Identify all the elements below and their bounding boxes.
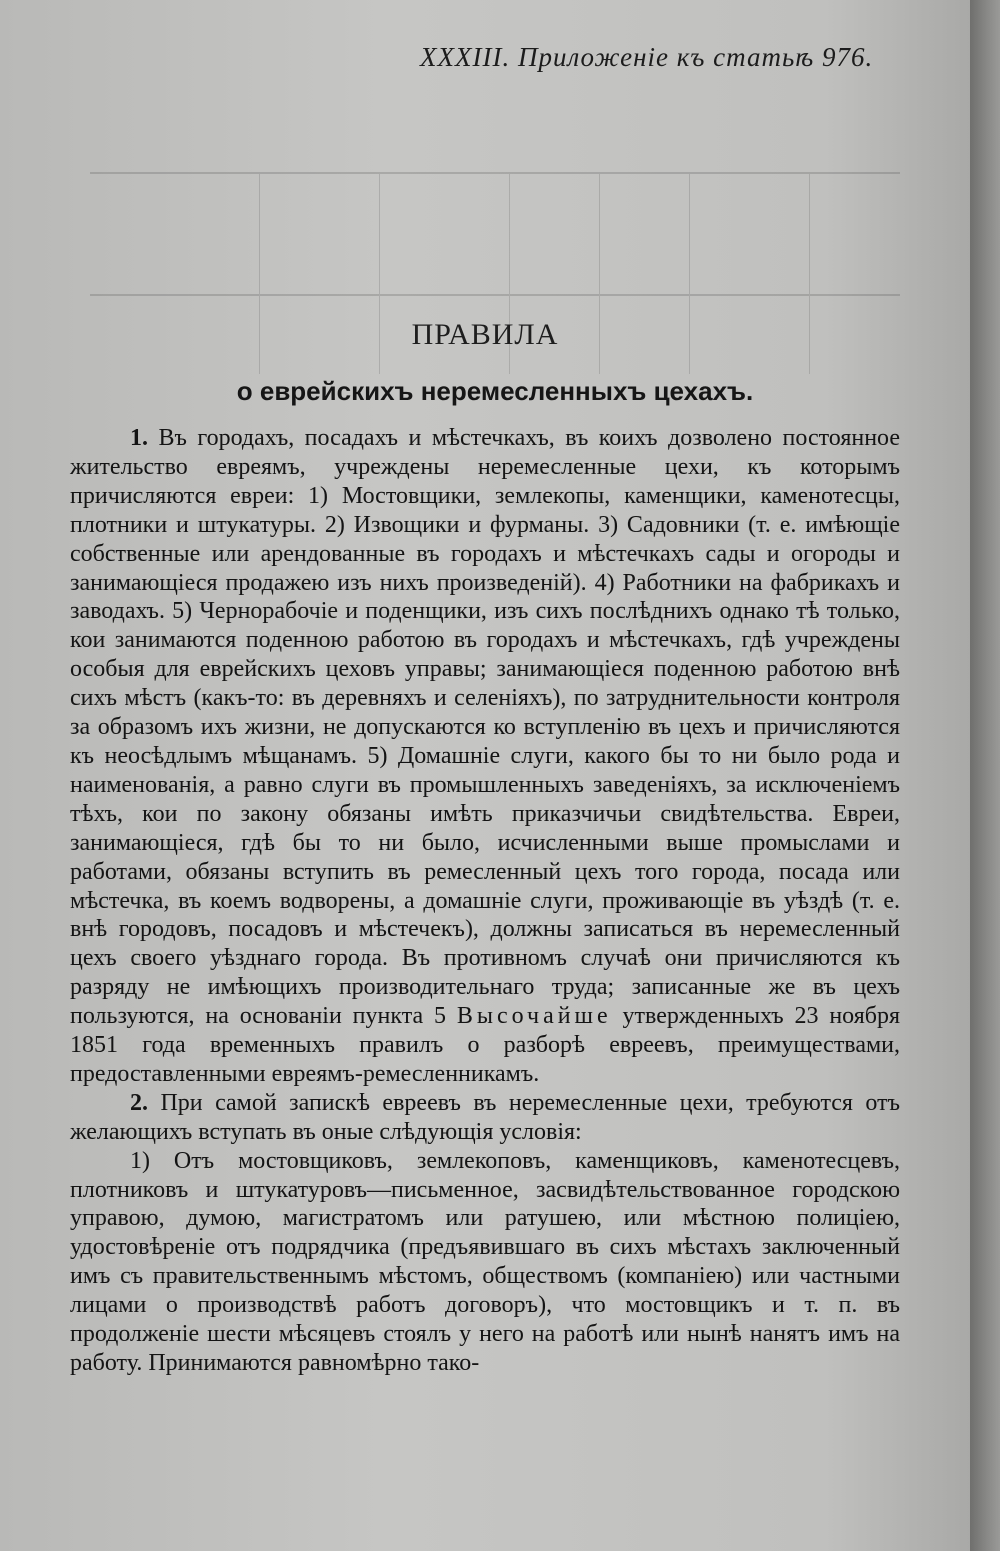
paragraph-text: Въ городахъ, посадахъ и мѣстечкахъ, въ коихъ дозволено постоянное жительство евреямъ, учреждены неремесленные цехи, къ которымъ причисляются евреи: 1) Мостовщики, землекопы, каменщики, каменотесцы, плотники и штукатуры. 2) Извощики и фурманы. 3) Садовники (т. е. имѣющіе собственные или арендованные въ городахъ и мѣстечкахъ сады и огороды и занимающіеся продажею изъ нихъ произведеній). 4) Работники на фабрикахъ и заводахъ. 5) Чернорабочіе и поденщики, изъ сихъ послѣднихъ однако тѣ только, кои занимаются поденною работою въ городахъ и мѣстечкахъ, гдѣ учреждены особыя для еврейскихъ цеховъ управы; занимающіеся поденною работою внѣ сихъ мѣстъ (какъ-то: въ деревняхъ и селеніяхъ), по затруднительности контроля за образомъ ихъ жизни, не допускаются ко вступленію въ цехъ и причисляются къ неосѣдлымъ мѣщанамъ. 5) Домашніе слуги, какого бы то ни было рода и наименованія, а равно слуги въ промышленныхъ заведеніяхъ, за исключеніемъ тѣхъ, кои по закону обязаны имѣть приказчичьи свидѣтельства. Евреи, занимающіеся, гдѣ бы то ни было, исчисленными выше промыслами и работами, обязаны вступить въ ремесленный цехъ того города, посада или мѣстечка, въ коемъ водворены, а домашніе слуги, проживающіе въ уѣздѣ (т. е. внѣ городовъ, посадовъ и мѣстечекъ), должны записаться въ неремесленный цехъ своего уѣзднаго города. Въ противномъ случаѣ они причисляются къ разряду не имѣющихъ производительнаго труда; записанные же въ цехъ пользуются, на основаніи пункта 5 xyxy=(70,425,900,1030)
page-edge-shadow xyxy=(970,0,1000,1551)
bleed-through-line xyxy=(90,114,890,134)
document-subtitle: о еврейскихъ неремесленныхъ цехахъ. xyxy=(236,376,754,406)
bleed-through-grid xyxy=(90,172,900,296)
paragraph-number: 1. xyxy=(130,425,148,451)
emphasis-text: Высочайше xyxy=(456,1003,612,1030)
paragraph-text: При самой запискѣ евреевъ въ неремесленные цехи, требуются отъ желающихъ вступать въ оные слѣдующія условія: xyxy=(70,1089,900,1145)
paragraph-text: 1) Отъ мостовщиковъ, землекоповъ, каменщиковъ, каменотесцевъ, плотниковъ и штукатуровъ—письменное, засвидѣтельствованное городскою управою, думою, магистратомъ или ратушею, или мѣстною полиціею, удостовѣреніе отъ подрядчика (предъявившаго въ сихъ мѣстахъ заключенный имъ съ правительственнымъ мѣстомъ, обществомъ (компаніею) или частными лицами о производствѣ работъ договоръ), что мостовщикъ и т. п. въ продолженіе шести мѣсяцевъ стоялъ у него на работѣ или нынѣ нанятъ имъ на работу. Принимаются равномѣрно тако- xyxy=(70,1147,900,1376)
paragraph-2 xyxy=(70,1089,900,1147)
bleed-through-table xyxy=(80,100,910,340)
paragraph-number: 2. xyxy=(130,1089,148,1116)
paragraph-2-item-1 xyxy=(70,1147,900,1378)
paragraph-text: утвержденныхъ 23 ноября 1851 года временныхъ правилъ о разборѣ евреевъ, преимуществами, предоставленными евреямъ-ремесленникамъ. xyxy=(70,1003,901,1087)
document-title: ПРАВИЛА xyxy=(411,318,559,351)
paragraph-1 xyxy=(70,424,900,1089)
running-header: XXXIII. Приложеніе къ статьѣ 976. xyxy=(420,42,874,72)
body-text xyxy=(70,424,900,1378)
